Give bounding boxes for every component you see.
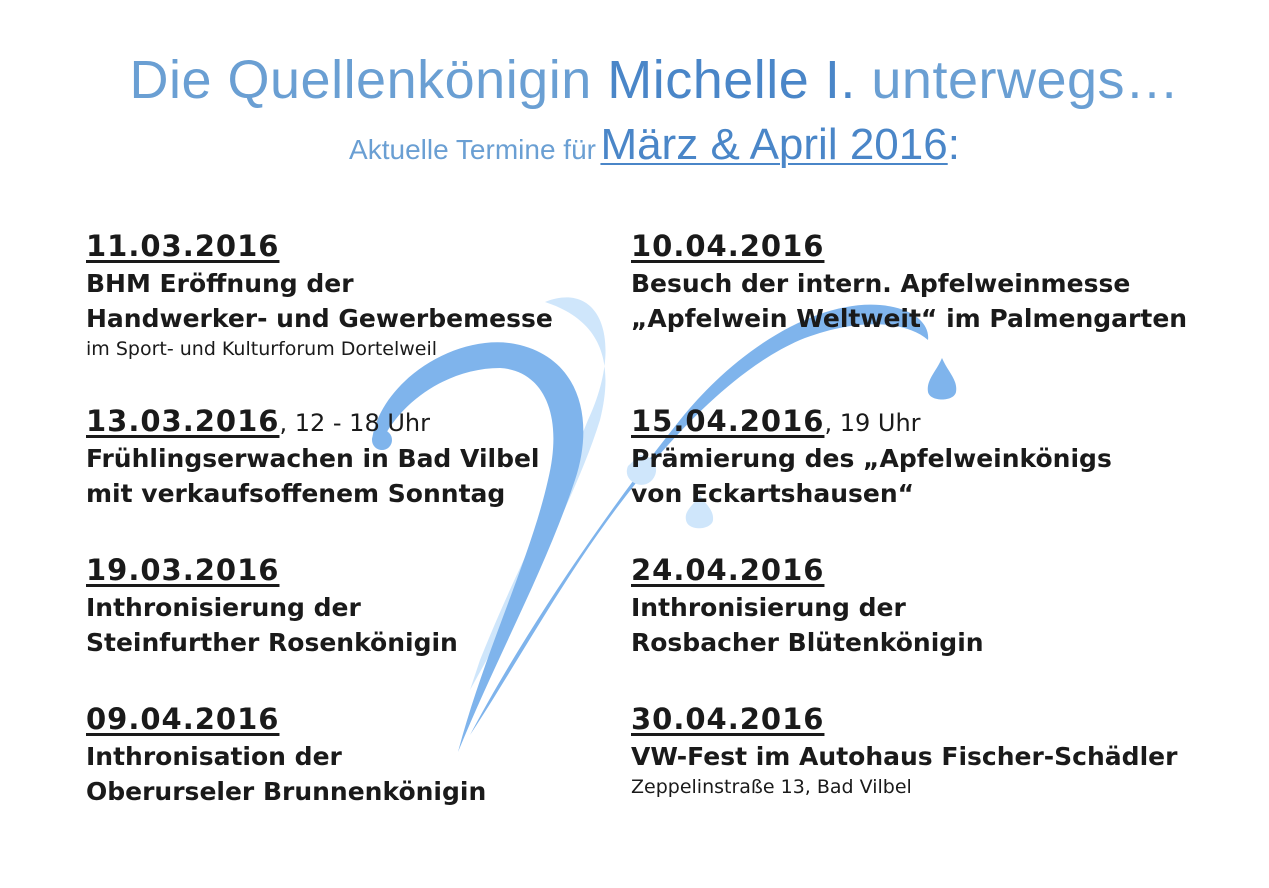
event-item — [631, 228, 1231, 336]
event-date-line — [86, 701, 686, 739]
event-date-line — [631, 403, 1231, 441]
event-date-line — [86, 403, 686, 441]
event-location: Zeppelinstraße 13, Bad Vilbel — [631, 776, 912, 798]
event-date: 15.04.2016 — [631, 404, 825, 438]
title-suffix: unterwegs… — [871, 50, 1180, 110]
title-name: Michelle I. — [607, 50, 856, 110]
event-title-line1: Inthronisation der — [86, 742, 342, 771]
event-title-line1: Inthronisierung der — [86, 593, 361, 622]
event-title-line2: Steinfurther Rosenkönigin — [86, 628, 458, 657]
event-time: , 19 Uhr — [824, 409, 921, 437]
event-item — [86, 228, 686, 362]
event-date: 30.04.2016 — [631, 702, 825, 736]
event-title-line1: VW-Fest im Autohaus Fischer-Schädler — [631, 742, 1178, 771]
event-item — [631, 701, 1231, 800]
event-title-line1: Prämierung des „Apfelweinkönigs — [631, 444, 1112, 473]
event-date-line — [631, 228, 1231, 266]
subtitle-period: März & April 2016 — [600, 120, 948, 169]
event-date-line — [631, 701, 1231, 739]
event-title-line1: Besuch der intern. Apfelweinmesse — [631, 269, 1131, 298]
event-date: 11.03.2016 — [86, 229, 280, 263]
event-date: 09.04.2016 — [86, 702, 280, 736]
event-item — [631, 403, 1231, 511]
event-item — [86, 403, 686, 511]
event-title-line1: Inthronisierung der — [631, 593, 906, 622]
event-item — [86, 701, 686, 809]
event-title-line2: Handwerker- und Gewerbemesse — [86, 304, 553, 333]
event-title-line1: Frühlingserwachen in Bad Vilbel — [86, 444, 540, 473]
header — [0, 48, 1269, 170]
event-title-line1: BHM Eröffnung der — [86, 269, 354, 298]
event-item — [631, 552, 1231, 660]
event-date: 24.04.2016 — [631, 553, 825, 587]
event-date-line — [86, 552, 686, 590]
drop-right-falling — [928, 358, 957, 400]
event-title-line2: Oberurseler Brunnenkönigin — [86, 777, 487, 806]
event-time: , 12 - 18 Uhr — [279, 409, 430, 437]
event-date: 19.03.2016 — [86, 553, 280, 587]
subtitle-colon: : — [947, 120, 960, 169]
page-title — [40, 48, 1269, 112]
title-prefix: Die Quellenkönigin — [129, 50, 592, 110]
event-title-line2: mit verkaufsoffenem Sonntag — [86, 479, 506, 508]
event-title-line2: Rosbacher Blütenkönigin — [631, 628, 984, 657]
event-item — [86, 552, 686, 660]
event-date-line — [86, 228, 686, 266]
event-location: im Sport- und Kulturforum Dortelweil — [86, 338, 438, 360]
event-date: 10.04.2016 — [631, 229, 825, 263]
event-title-line2: „Apfelwein Weltweit“ im Palmengarten — [631, 304, 1188, 333]
event-date-line — [631, 552, 1231, 590]
page-subtitle — [40, 120, 1269, 170]
subtitle-lead: Aktuelle Termine für — [349, 134, 596, 165]
event-title-line2: von Eckartshausen“ — [631, 479, 915, 508]
event-date: 13.03.2016 — [86, 404, 280, 438]
